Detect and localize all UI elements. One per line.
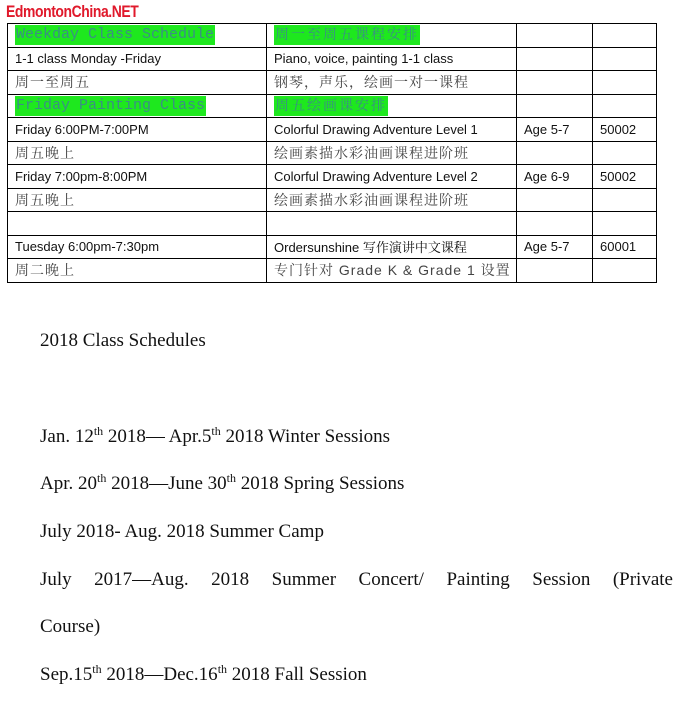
code-cell: 60001 bbox=[593, 235, 657, 259]
table-cell bbox=[267, 212, 517, 236]
section-heading-en: Weekday Class Schedule bbox=[16, 26, 215, 44]
table-cell bbox=[517, 94, 593, 118]
course-cell-cn: 绘画素描水彩油画课程进阶班 bbox=[267, 188, 517, 212]
age-cell bbox=[517, 188, 593, 212]
age-cell bbox=[517, 71, 593, 95]
table-row bbox=[8, 188, 657, 212]
table-row bbox=[8, 235, 657, 259]
table-cell bbox=[267, 24, 517, 48]
code-cell: 50002 bbox=[593, 118, 657, 142]
course-cell-cn: 专门针对 Grade K & Grade 1 设置 bbox=[267, 259, 517, 283]
session-summer-concert-line2: Course) bbox=[40, 616, 101, 637]
time-cell: Friday 6:00PM-7:00PM bbox=[8, 118, 267, 142]
date-start: Sep.15 bbox=[40, 664, 93, 685]
session-fall bbox=[40, 664, 673, 686]
time-cell-cn: 周五晚上 bbox=[8, 141, 267, 165]
ordinal-suffix: th bbox=[92, 662, 102, 676]
table-cell bbox=[593, 94, 657, 118]
date-end: 2018—Dec.16 bbox=[101, 664, 218, 685]
code-cell bbox=[593, 47, 657, 71]
code-cell bbox=[593, 188, 657, 212]
table-cell bbox=[8, 212, 267, 236]
course-cell: Colorful Drawing Adventure Level 2 bbox=[267, 165, 517, 189]
table-cell bbox=[8, 94, 267, 118]
course-cell: Ordersunshine 写作演讲中文课程 bbox=[267, 235, 517, 259]
ordinal-suffix: th bbox=[217, 662, 228, 676]
table-row bbox=[8, 165, 657, 189]
table-cell bbox=[517, 24, 593, 48]
site-logo[interactable]: EdmontonChina.NET bbox=[6, 2, 139, 21]
section-heading-cn: 周一至周五课程安排 bbox=[275, 27, 419, 44]
session-winter bbox=[40, 426, 673, 448]
table-row-friday-header bbox=[8, 94, 657, 118]
age-cell bbox=[517, 259, 593, 283]
class-schedule-table bbox=[7, 23, 657, 283]
code-cell: 50002 bbox=[593, 165, 657, 189]
ordinal-suffix: th bbox=[226, 471, 237, 485]
table-row bbox=[8, 118, 657, 142]
table-row-weekday-header bbox=[8, 24, 657, 48]
course-cell: Piano, voice, painting 1-1 class bbox=[267, 47, 517, 71]
table-cell bbox=[267, 94, 517, 118]
date-end: 2018—June 30 bbox=[106, 473, 227, 494]
time-cell: 1-1 class Monday -Friday bbox=[8, 47, 267, 71]
date-end: 2018— Apr.5 bbox=[103, 426, 212, 447]
code-cell bbox=[593, 141, 657, 165]
schedules-heading: 2018 Class Schedules bbox=[40, 330, 206, 351]
ordinal-suffix: th bbox=[97, 471, 107, 485]
section-heading-cn: 周五绘画课安排 bbox=[275, 97, 387, 114]
time-cell: Tuesday 6:00pm-7:30pm bbox=[8, 235, 267, 259]
age-cell bbox=[517, 47, 593, 71]
table-cell bbox=[593, 24, 657, 48]
session-spring bbox=[40, 473, 673, 495]
table-cell bbox=[517, 212, 593, 236]
table-row bbox=[8, 47, 657, 71]
session-name: 2018 Winter Sessions bbox=[220, 426, 391, 447]
session-summer-camp: July 2018- Aug. 2018 Summer Camp bbox=[40, 521, 324, 542]
table-row bbox=[8, 71, 657, 95]
course-cell-cn: 钢琴，声乐，绘画一对一课程 bbox=[267, 71, 517, 95]
session-summer-concert-line1: July 2017—Aug. 2018 Summer Concert/ Painting Session (Private bbox=[40, 569, 673, 590]
course-cell-cn: 绘画素描水彩油画课程进阶班 bbox=[267, 141, 517, 165]
table-cell bbox=[593, 212, 657, 236]
course-cell: Colorful Drawing Adventure Level 1 bbox=[267, 118, 517, 142]
time-cell-cn: 周一至周五 bbox=[8, 71, 267, 95]
ordinal-suffix: th bbox=[93, 424, 104, 438]
code-cell bbox=[593, 259, 657, 283]
time-cell-cn: 周二晚上 bbox=[8, 259, 267, 283]
age-cell: Age 5-7 bbox=[517, 235, 593, 259]
age-cell bbox=[517, 141, 593, 165]
date-start: Jan. 12 bbox=[40, 426, 94, 447]
section-heading-en: Friday Painting Class bbox=[16, 96, 206, 114]
table-row bbox=[8, 141, 657, 165]
code-cell bbox=[593, 71, 657, 95]
time-cell-cn: 周五晚上 bbox=[8, 188, 267, 212]
table-cell bbox=[8, 24, 267, 48]
ordinal-suffix: th bbox=[211, 424, 221, 438]
session-name: 2018 Spring Sessions bbox=[236, 473, 405, 494]
time-cell: Friday 7:00pm-8:00PM bbox=[8, 165, 267, 189]
session-name: 2018 Fall Session bbox=[227, 664, 367, 685]
age-cell: Age 5-7 bbox=[517, 118, 593, 142]
age-cell: Age 6-9 bbox=[517, 165, 593, 189]
date-start: Apr. 20 bbox=[40, 473, 97, 494]
table-row bbox=[8, 259, 657, 283]
table-row-blank bbox=[8, 212, 657, 236]
